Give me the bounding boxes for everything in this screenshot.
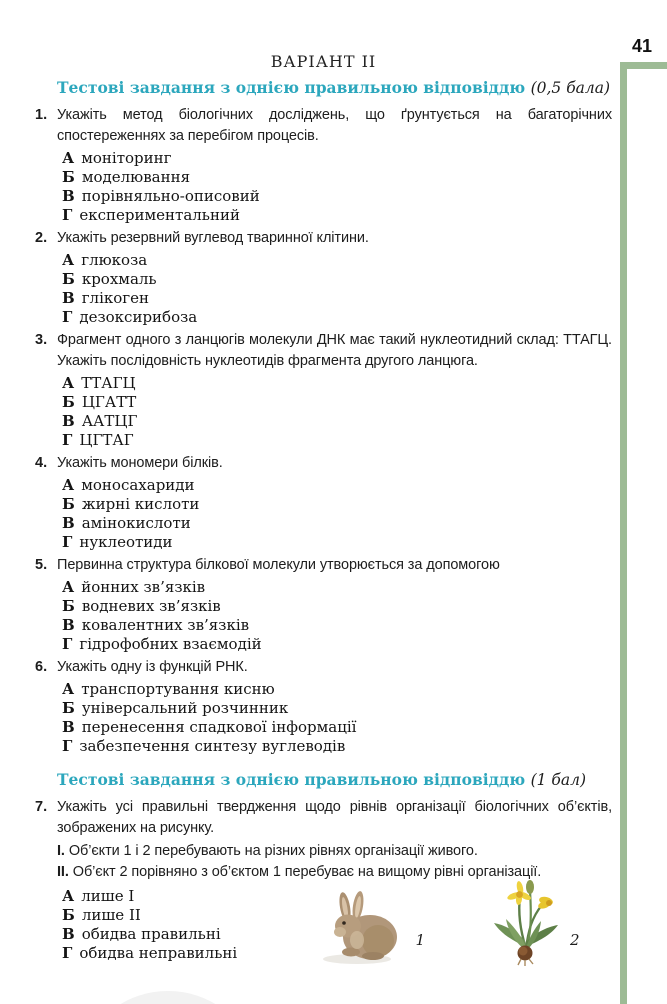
option-b: [62, 495, 612, 514]
option-b: [62, 699, 612, 718]
question-number: 6.: [35, 659, 48, 675]
option-letter: А: [62, 476, 75, 494]
question-text: Укажіть одну із функцій РНК.: [57, 659, 248, 675]
option-text: глюкоза: [81, 251, 148, 269]
question-text: Укажіть мономери білків.: [57, 455, 223, 471]
decorative-corner-circle: [92, 991, 244, 1004]
question-3: [35, 330, 612, 450]
option-text: лише І: [81, 887, 135, 905]
option-letter: А: [62, 578, 75, 596]
figures-row: [283, 879, 612, 967]
option-text: транспортування кисню: [81, 680, 275, 698]
option-letter: Б: [62, 270, 75, 288]
option-a: [62, 149, 612, 168]
option-text: дезоксирибоза: [79, 308, 198, 326]
option-letter: А: [62, 374, 75, 392]
option-text: ЦГТАГ: [79, 431, 134, 449]
option-a: [62, 251, 612, 270]
option-v: [62, 616, 612, 635]
option-letter: Б: [62, 168, 75, 186]
question-number: 2.: [35, 230, 48, 246]
option-g: [62, 308, 612, 327]
section-points: (0,5 бала): [530, 79, 611, 97]
option-a: [62, 680, 612, 699]
option-letter: Г: [62, 431, 73, 449]
option-text: жирні кислоти: [81, 495, 200, 513]
option-letter: Б: [62, 495, 75, 513]
statements-list: [35, 841, 612, 883]
question-text: Укажіть усі правильні твердження щодо рівнів організації біологічних об’єктів, зображених на рисунку.: [57, 799, 612, 836]
variant-title: ВАРІАНТ ІІ: [270, 52, 377, 71]
option-letter: В: [62, 187, 75, 205]
question-text: Укажіть метод біологічних досліджень, що ґрунтується на багаторічних спостереженнях за перебігом процесів.: [57, 107, 612, 144]
figure-label: 1: [415, 931, 426, 949]
option-v: [62, 187, 612, 206]
options-list: [35, 149, 612, 225]
statement-label: ІІ.: [57, 864, 69, 880]
option-b: [62, 906, 283, 925]
question-number: 3.: [35, 332, 48, 348]
option-text: нуклеотиди: [79, 533, 173, 551]
option-letter: В: [62, 412, 75, 430]
option-letter: Б: [62, 699, 75, 717]
options-list: [35, 887, 283, 963]
option-text: крохмаль: [81, 270, 157, 288]
options-list: [35, 578, 612, 654]
option-letter: Г: [62, 308, 73, 326]
option-v: [62, 289, 612, 308]
option-letter: В: [62, 289, 75, 307]
option-g: [62, 737, 612, 756]
option-text: глікоген: [81, 289, 150, 307]
option-letter: В: [62, 718, 75, 736]
page-number: 41: [631, 36, 652, 56]
option-letter: В: [62, 514, 75, 532]
option-g: [62, 944, 283, 963]
option-text: водневих зв’язків: [81, 597, 221, 615]
option-letter: Б: [62, 597, 75, 615]
options-list: [35, 251, 612, 327]
option-letter: Б: [62, 906, 75, 924]
option-letter: А: [62, 680, 75, 698]
option-text: моделювання: [81, 168, 191, 186]
question-text: Укажіть резервний вуглевод тваринної клітини.: [57, 230, 369, 246]
section-heading-text: Тестові завдання з однією правильною відповіддю: [57, 770, 526, 789]
options-list: [35, 374, 612, 450]
option-b: [62, 597, 612, 616]
option-text: ТТАГЦ: [81, 374, 136, 392]
statement-1: [57, 841, 612, 862]
section-heading-2: [35, 770, 612, 790]
option-text: ковалентних зв’язків: [81, 616, 250, 634]
options-list: [35, 680, 612, 756]
question-number: 7.: [35, 799, 48, 815]
question-text: Фрагмент одного з ланцюгів молекули ДНК має такий нуклеотидний склад: ТТАГЦ. Укажіть послідовність нуклеотидів фрагмента другого ланцюга.: [57, 332, 612, 369]
option-a: [62, 578, 612, 597]
option-letter: А: [62, 887, 75, 905]
question-number: 4.: [35, 455, 48, 471]
option-letter: А: [62, 149, 75, 167]
option-text: порівняльно-описовий: [81, 187, 260, 205]
option-letter: Г: [62, 944, 73, 962]
option-text: обидва правильні: [81, 925, 221, 943]
option-text: ЦГАТТ: [81, 393, 137, 411]
option-letter: В: [62, 616, 75, 634]
option-v: [62, 925, 283, 944]
option-letter: А: [62, 251, 75, 269]
option-v: [62, 718, 612, 737]
option-text: лише ІІ: [81, 906, 141, 924]
section-heading-text: Тестові завдання з однією правильною відповіддю: [57, 78, 526, 97]
page-content: [35, 52, 612, 970]
question-number: 1.: [35, 107, 48, 123]
option-a: [62, 374, 612, 393]
question-7: [35, 797, 612, 967]
option-v: [62, 412, 612, 431]
question-4: [35, 453, 612, 552]
option-b: [62, 168, 612, 187]
option-b: [62, 393, 612, 412]
option-letter: Г: [62, 533, 73, 551]
green-border-horizontal: [620, 62, 667, 69]
question-5: [35, 555, 612, 654]
figure-flower: [490, 879, 580, 967]
option-text: універсальний розчинник: [81, 699, 289, 717]
option-letter: Б: [62, 393, 75, 411]
green-border-vertical: [620, 62, 627, 1004]
option-a: [62, 476, 612, 495]
option-text: йонних зв’язків: [81, 578, 206, 596]
option-v: [62, 514, 612, 533]
question-text: Первинна структура білкової молекули утворюється за допомогою: [57, 557, 500, 573]
options-list: [35, 476, 612, 552]
option-text: експериментальний: [79, 206, 240, 224]
question-6: [35, 657, 612, 756]
option-letter: Г: [62, 635, 73, 653]
option-text: моніторинг: [81, 149, 172, 167]
question-1: [35, 105, 612, 225]
statement-text: Об’єкт 2 порівняно з об’єктом 1 перебуває на вищому рівні організації.: [72, 864, 542, 880]
figure-rabbit: [315, 885, 425, 967]
option-text: моносахариди: [81, 476, 195, 494]
option-g: [62, 533, 612, 552]
question-number: 5.: [35, 557, 48, 573]
section-heading-1: [35, 78, 612, 98]
option-text: обидва неправильні: [79, 944, 238, 962]
option-g: [62, 206, 612, 225]
option-text: забезпечення синтезу вуглеводів: [79, 737, 346, 755]
question-2: [35, 228, 612, 327]
section-points: (1 бал): [530, 771, 587, 789]
figure-label: 2: [569, 931, 580, 949]
option-a: [62, 887, 283, 906]
option-text: перенесення спадкової інформації: [81, 718, 357, 736]
option-letter: Г: [62, 206, 73, 224]
option-g: [62, 635, 612, 654]
option-text: гідрофобних взаємодій: [79, 635, 262, 653]
flower-image: [490, 879, 562, 967]
option-letter: В: [62, 925, 75, 943]
statement-text: Об’єкти 1 і 2 перебувають на різних рівнях організації живого.: [68, 843, 478, 859]
option-g: [62, 431, 612, 450]
option-text: ААТЦГ: [81, 412, 138, 430]
option-b: [62, 270, 612, 289]
option-letter: Г: [62, 737, 73, 755]
statement-label: І.: [57, 843, 65, 859]
rabbit-image: [315, 885, 407, 967]
option-text: амінокислоти: [81, 514, 191, 532]
